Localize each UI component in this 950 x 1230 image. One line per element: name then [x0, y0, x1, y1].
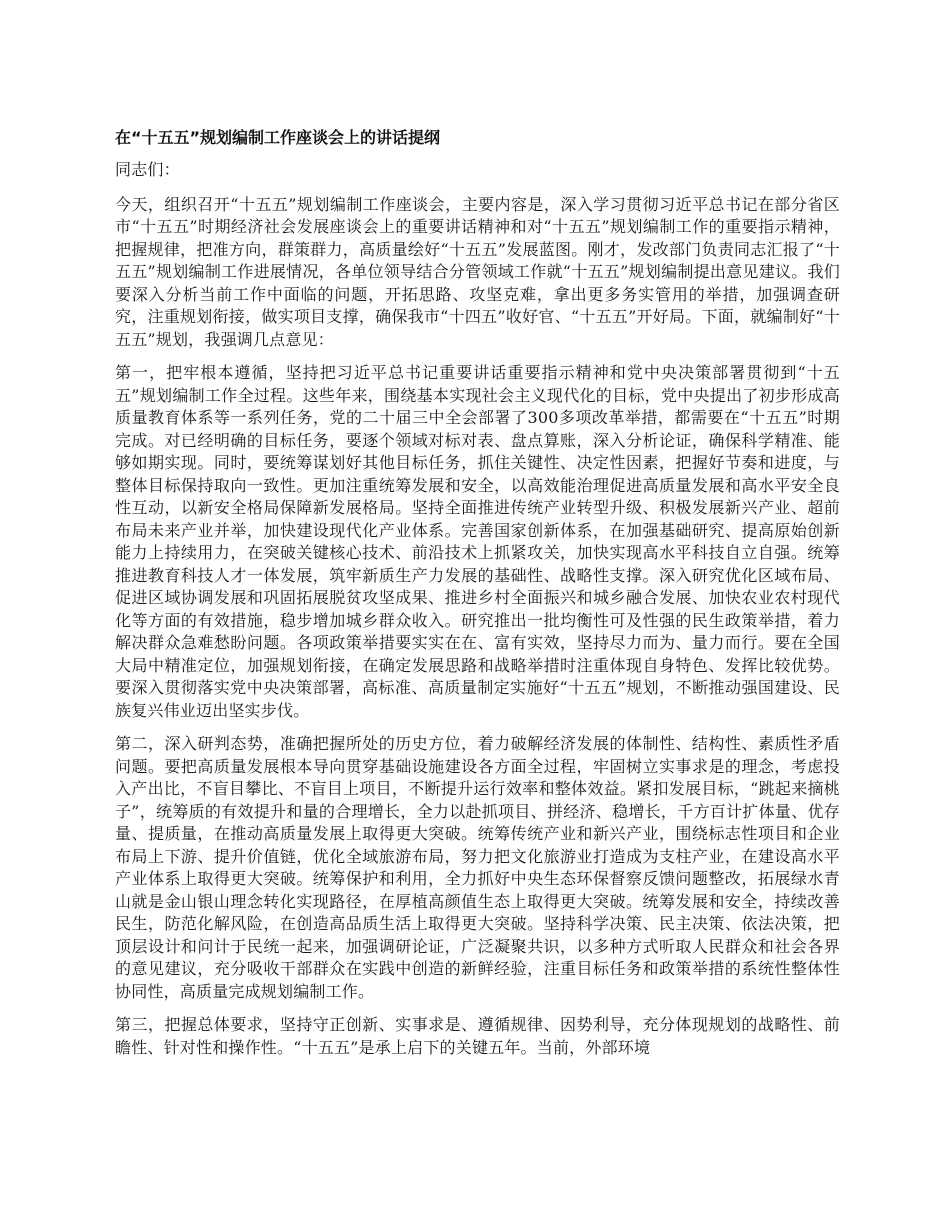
paragraph-intro: 今天，组织召开“十五五”规划编制工作座谈会，主要内容是，深入学习贯彻习近平总书记在部分省区市“十五五”时期经济社会发展座谈会上的重要讲话精神和对“十五五”规划编制工作的重要指示精神，把握规律，把准方向，群策群力，高质量绘好“十五五”发展蓝图。刚才，发改部门负责同志汇报了“十五五”规划编制工作进展情况，各单位领导结合分管领域工作就“十五五”规划编制提出意见建议。我们要深入分析当前工作中面临的问题，开拓思路、攻坚克难，拿出更多务实管用的举措，加强调查研究，注重规划衔接，做实项目支撑，确保我市“十四五”收好官、“十五五”开好局。下面，就编制好“十五五”规划，我强调几点意见：	[115, 194, 840, 349]
paragraph-first-point: 第一，把牢根本遵循，坚持把习近平总书记重要讲话重要指示精神和党中央决策部署贯彻到“十五五”规划编制工作全过程。这些年来，围绕基本实现社会主义现代化的目标，党中央提出了初步形成高质量教育体系等一系列任务，党的二十届三中全会部署了300多项改革举措，都需要在“十五五”时期完成。对已经明确的目标任务，要逐个领域对标对表、盘点算账，深入分析论证，确保科学精准、能够如期实现。同时，要统筹谋划好其他目标任务，抓住关键性、决定性因素，把握好节奏和进度，与整体目标保持取向一致性。更加注重统筹发展和安全，以高效能治理促进高质量发展和高水平安全良性互动，以新安全格局保障新发展格局。坚持全面推进传统产业转型升级、积极发展新兴产业、超前布局未来产业并举，加快建设现代化产业体系。完善国家创新体系，在加强基础研究、提高原始创新能力上持续用力，在突破关键核心技术、前沿技术上抓紧攻关，加快实现高水平科技自立自强。统筹推进教育科技人才一体发展，筑牢新质生产力发展的基础性、战略性支撑。深入研究优化区域布局、促进区域协调发展和巩固拓展脱贫攻坚成果、推进乡村全面振兴和城乡融合发展、加快农业农村现代化等方面的有效措施，稳步增加城乡群众收入。研究推出一批均衡性可及性强的民生政策举措，着力解决群众急难愁盼问题。各项政策举措要实实在在、富有实效，坚持尽力而为、量力而行。要在全国大局中精准定位，加强规划衔接，在确定发展思路和战略举措时注重体现自身特色、发挥比较优势。要深入贯彻落实党中央决策部署，高标准、高质量制定实施好“十五五”规划，不断推动强国建设、民族复兴伟业迈出坚实步伐。	[115, 363, 840, 720]
paragraph-second-point: 第二，深入研判态势，准确把握所处的历史方位，着力破解经济发展的体制性、结构性、素质性矛盾问题。要把高质量发展根本导向贯穿基础设施建设各方面全过程，牢固树立实事求是的理念，考虑投入产出比，不盲目攀比、不盲目上项目，不断提升运行效率和整体效益。紧扣发展目标，“跳起来摘桃子”，统筹质的有效提升和量的合理增长，全力以赴抓项目、拼经济、稳增长，千方百计扩体量、优存量、提质量，在推动高质量发展上取得更大突破。统筹传统产业和新兴产业，围绕标志性项目和企业布局上下游、提升价值链，优化全域旅游布局，努力把文化旅游业打造成为支柱产业，在建设高水平产业体系上取得更大突破。统筹保护和利用，全力抓好中央生态环保督察反馈问题整改，拓展绿水青山就是金山银山理念转化实现路径，在厚植高颜值生态上取得更大突破。统筹发展和安全，持续改善民生，防范化解风险，在创造高品质生活上取得更大突破。坚持科学决策、民主决策、依法决策，把顶层设计和问计于民统一起来，加强调研论证，广泛凝聚共识，以多种方式听取人民群众和社会各界的意见建议，充分吸收干部群众在实践中创造的新鲜经验，注重目标任务和政策举措的系统性整体性协同性，高质量完成规划编制工作。	[115, 734, 840, 1001]
greeting: 同志们：	[115, 160, 180, 179]
document-title: 在“十五五”规划编制工作座谈会上的讲话提纲	[115, 128, 441, 147]
document-page	[115, 127, 840, 1070]
paragraph-third-point: 第三，把握总体要求，坚持守正创新、实事求是、遵循规律、因势利导，充分体现规划的战略性、前瞻性、针对性和操作性。“十五五”是承上启下的关键五年。当前，外部环境	[115, 1015, 840, 1057]
